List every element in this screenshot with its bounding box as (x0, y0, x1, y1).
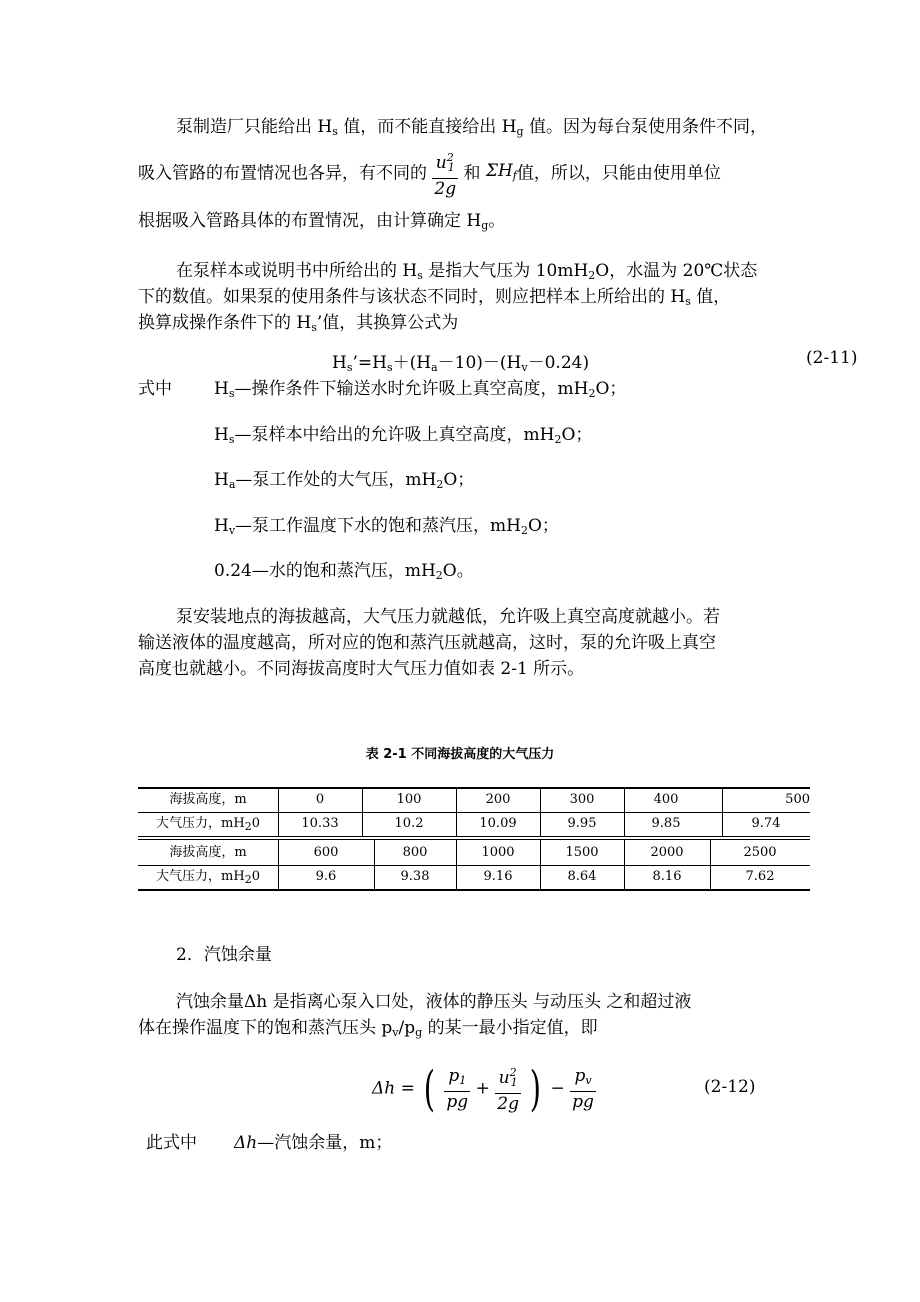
section2-line2 (138, 1013, 598, 1039)
text: 。 (488, 211, 506, 231)
text: Δh (234, 1133, 258, 1153)
defs-label: 式中 (138, 379, 172, 399)
table-cell: 800 (402, 845, 428, 860)
text: 和 (463, 163, 481, 184)
table-cell: 9.16 (483, 869, 513, 884)
equation-number-2-12: (2-12) (704, 1077, 756, 1097)
fraction-p1-pg (444, 1066, 470, 1112)
text: H (332, 353, 347, 373)
table-cell: 1500 (565, 845, 599, 860)
table-row (138, 841, 810, 865)
table-cell: 100 (396, 792, 422, 807)
text: —泵样本中给出的允许吸上真空高度，mH (234, 425, 555, 445)
table-cell: 9.6 (315, 869, 337, 884)
text: —泵工作温度下水的饱和蒸汽压，mH (235, 516, 521, 536)
text: 大气压力，mH (156, 816, 245, 831)
para3-line1: 泵安装地点的海拔越高，大气压力就越低，允许吸上真空高度就越小。若 (176, 607, 720, 627)
table-cell: 300 (569, 792, 595, 807)
table-cell: 9.95 (567, 816, 597, 831)
text: 根据吸入管路具体的布置情况，由计算确定 H (138, 211, 482, 231)
def212-label: 此式中 (146, 1133, 197, 1153)
table-row-label (138, 865, 278, 889)
para3-line2: 输送液体的温度越高，所对应的饱和蒸汽压就越高，这时，泵的允许吸上真空 (138, 633, 716, 653)
sub: 2 (521, 524, 528, 537)
table-mid-double-line (138, 836, 810, 837)
text: ＋(H (392, 353, 432, 373)
para1-line1 (176, 112, 767, 138)
table-cell: 2500 (743, 845, 777, 860)
fraction-denominator: 2g (434, 179, 457, 199)
def-delta-h (234, 1128, 392, 1153)
sub: g (481, 219, 489, 232)
table-cell: 9.74 (751, 816, 781, 831)
sub: a (431, 361, 438, 374)
table-caption: 表 2-1 不同海拔高度的大气压力 (365, 747, 555, 762)
section-heading: 2．汽蚀余量 (176, 945, 272, 965)
table-cell: 10.33 (301, 816, 339, 831)
sub: 2 (436, 478, 444, 491)
text: 是指大气压为 10mH (422, 261, 589, 281)
para1-line3 (138, 206, 505, 232)
table-cell: 1000 (481, 845, 515, 860)
text: —泵工作处的大气压，mH (235, 470, 437, 490)
table-cell: 10.09 (479, 816, 517, 831)
fraction-denominator: 2g (497, 1094, 519, 1114)
table-row (138, 865, 810, 889)
sub: s (386, 361, 393, 374)
section2-line1: 汽蚀余量Δh 是指离心泵入口处，液体的静压头 与动压头 之和超过液 (176, 992, 692, 1012)
text: O； (528, 516, 559, 536)
text: ’=H (352, 353, 387, 373)
table-row (138, 812, 810, 836)
fraction-pv-pg (570, 1066, 596, 1112)
sub: 2 (588, 269, 596, 282)
text: O； (443, 470, 475, 490)
text: ’值，其换算公式为 (316, 313, 459, 333)
sub: v (521, 361, 528, 374)
sub: 2 (554, 433, 562, 446)
text: 0 (251, 869, 260, 884)
text: 值，而不能直接给出 H (337, 117, 517, 137)
text: 的某一最小指定值，即 (422, 1018, 598, 1038)
text: 值，所以，只能由使用单位 (516, 163, 721, 184)
def-hv (214, 511, 559, 537)
table-cell: 2000 (650, 845, 684, 860)
text: —汽蚀余量，m； (257, 1133, 393, 1153)
sub: 2 (435, 569, 443, 582)
sub: g (415, 1026, 423, 1039)
table-cell: 9.38 (400, 869, 430, 884)
text: O； (561, 425, 593, 445)
text: 0 (251, 816, 260, 831)
sub: s (685, 295, 691, 308)
para1-line2 (138, 148, 721, 199)
sub: g (516, 125, 524, 138)
text: H (214, 379, 229, 399)
table-row-label: 海拔高度，m (169, 845, 247, 860)
left-paren: ( (424, 1060, 436, 1117)
sub: 1 (510, 1076, 518, 1089)
text: + (475, 1078, 490, 1099)
fraction-u1-2g (495, 1063, 521, 1114)
sub: s (228, 387, 235, 400)
text: p (574, 1065, 586, 1086)
text: H (214, 516, 229, 536)
text: 在泵样本或说明书中所给出的 H (176, 261, 418, 281)
table-cell: 200 (485, 792, 511, 807)
text: 0.24—水的饱和蒸汽压，mH (214, 561, 436, 581)
table-cell: 8.64 (567, 869, 597, 884)
fraction-numerator (495, 1063, 521, 1094)
table-cell: 600 (313, 845, 339, 860)
fraction-denominator: pg (446, 1091, 469, 1112)
table-row (138, 788, 810, 812)
table-cell: 9.85 (651, 816, 681, 831)
fraction-numerator (432, 148, 458, 179)
text: 吸入管路的布置情况也各异，有不同的 (138, 163, 427, 184)
fraction-numerator (570, 1066, 596, 1092)
para2-line3 (138, 308, 458, 334)
sub: s (332, 125, 338, 138)
fraction-u1-2g (432, 148, 458, 199)
text: O。 (442, 561, 474, 581)
sup: 2 (509, 1066, 517, 1079)
text: —操作条件下输送水时允许吸上真空高度，mH (234, 379, 589, 399)
equation-2-12 (372, 1058, 596, 1118)
def-hs-sample (214, 420, 592, 446)
sub: 1 (447, 161, 455, 174)
sup: 2 (446, 151, 454, 164)
table-cell: 500 (785, 792, 810, 807)
equation-number-2-11: (2-11) (806, 348, 858, 368)
sub: s (346, 361, 353, 374)
sub: a (228, 478, 236, 491)
text: 大气压力，mH (156, 869, 245, 884)
def-024 (214, 556, 474, 582)
text: 换算成操作条件下的 H (138, 313, 312, 333)
text: 泵制造厂只能给出 H (176, 117, 333, 137)
para3-line3: 高度也就越小。不同海拔高度时大气压力值如表 2-1 所示。 (138, 659, 585, 679)
table-row-label (138, 812, 278, 836)
sub: 2 (588, 387, 596, 400)
sub: 1 (459, 1073, 467, 1087)
text: /p (398, 1018, 416, 1038)
table-cell: 7.62 (745, 869, 775, 884)
table-cell: 0 (315, 792, 325, 807)
fraction-numerator (444, 1066, 470, 1092)
sub: f (512, 169, 517, 182)
text: u (498, 1068, 510, 1088)
para2-line2 (138, 282, 730, 308)
def-ha (214, 465, 474, 491)
table-cell: 10.2 (394, 816, 424, 831)
table-cell: 400 (653, 792, 679, 807)
text: 体在操作温度下的饱和蒸汽压头 p (138, 1018, 393, 1038)
text: H (214, 425, 229, 445)
sub: v (585, 1073, 592, 1087)
sub: s (228, 433, 235, 446)
text: 值， (690, 287, 731, 307)
text: Δh = (372, 1078, 415, 1099)
text: − (550, 1078, 565, 1099)
text: 值。因为每台泵使用条件不同， (523, 117, 767, 137)
text: O，水温为 20℃状态 (595, 261, 758, 281)
sub: s (417, 269, 423, 282)
text: －0.24) (527, 353, 590, 373)
fraction-denominator: pg (572, 1091, 594, 1112)
equation-2-11 (332, 348, 589, 374)
text: p (448, 1065, 460, 1086)
sub: 2 (244, 873, 252, 886)
sum-hf (486, 161, 517, 181)
para2-line1 (176, 256, 757, 282)
text: O； (595, 379, 627, 399)
sub: 2 (244, 820, 252, 833)
sub: s (311, 321, 317, 334)
table-cell: 8.16 (652, 869, 682, 884)
right-paren: ) (530, 1060, 542, 1117)
text: 下的数值。如果泵的使用条件与该状态不同时，则应把样本上所给出的 H (138, 287, 686, 307)
text: u (435, 153, 447, 173)
def-hs-operating (214, 374, 626, 400)
text: H (214, 470, 229, 490)
text: ΣH (485, 161, 513, 181)
text: －10)－(H (437, 353, 522, 373)
sub: v (392, 1026, 399, 1039)
sub: v (228, 524, 236, 537)
table-row-label: 海拔高度，m (169, 792, 247, 807)
